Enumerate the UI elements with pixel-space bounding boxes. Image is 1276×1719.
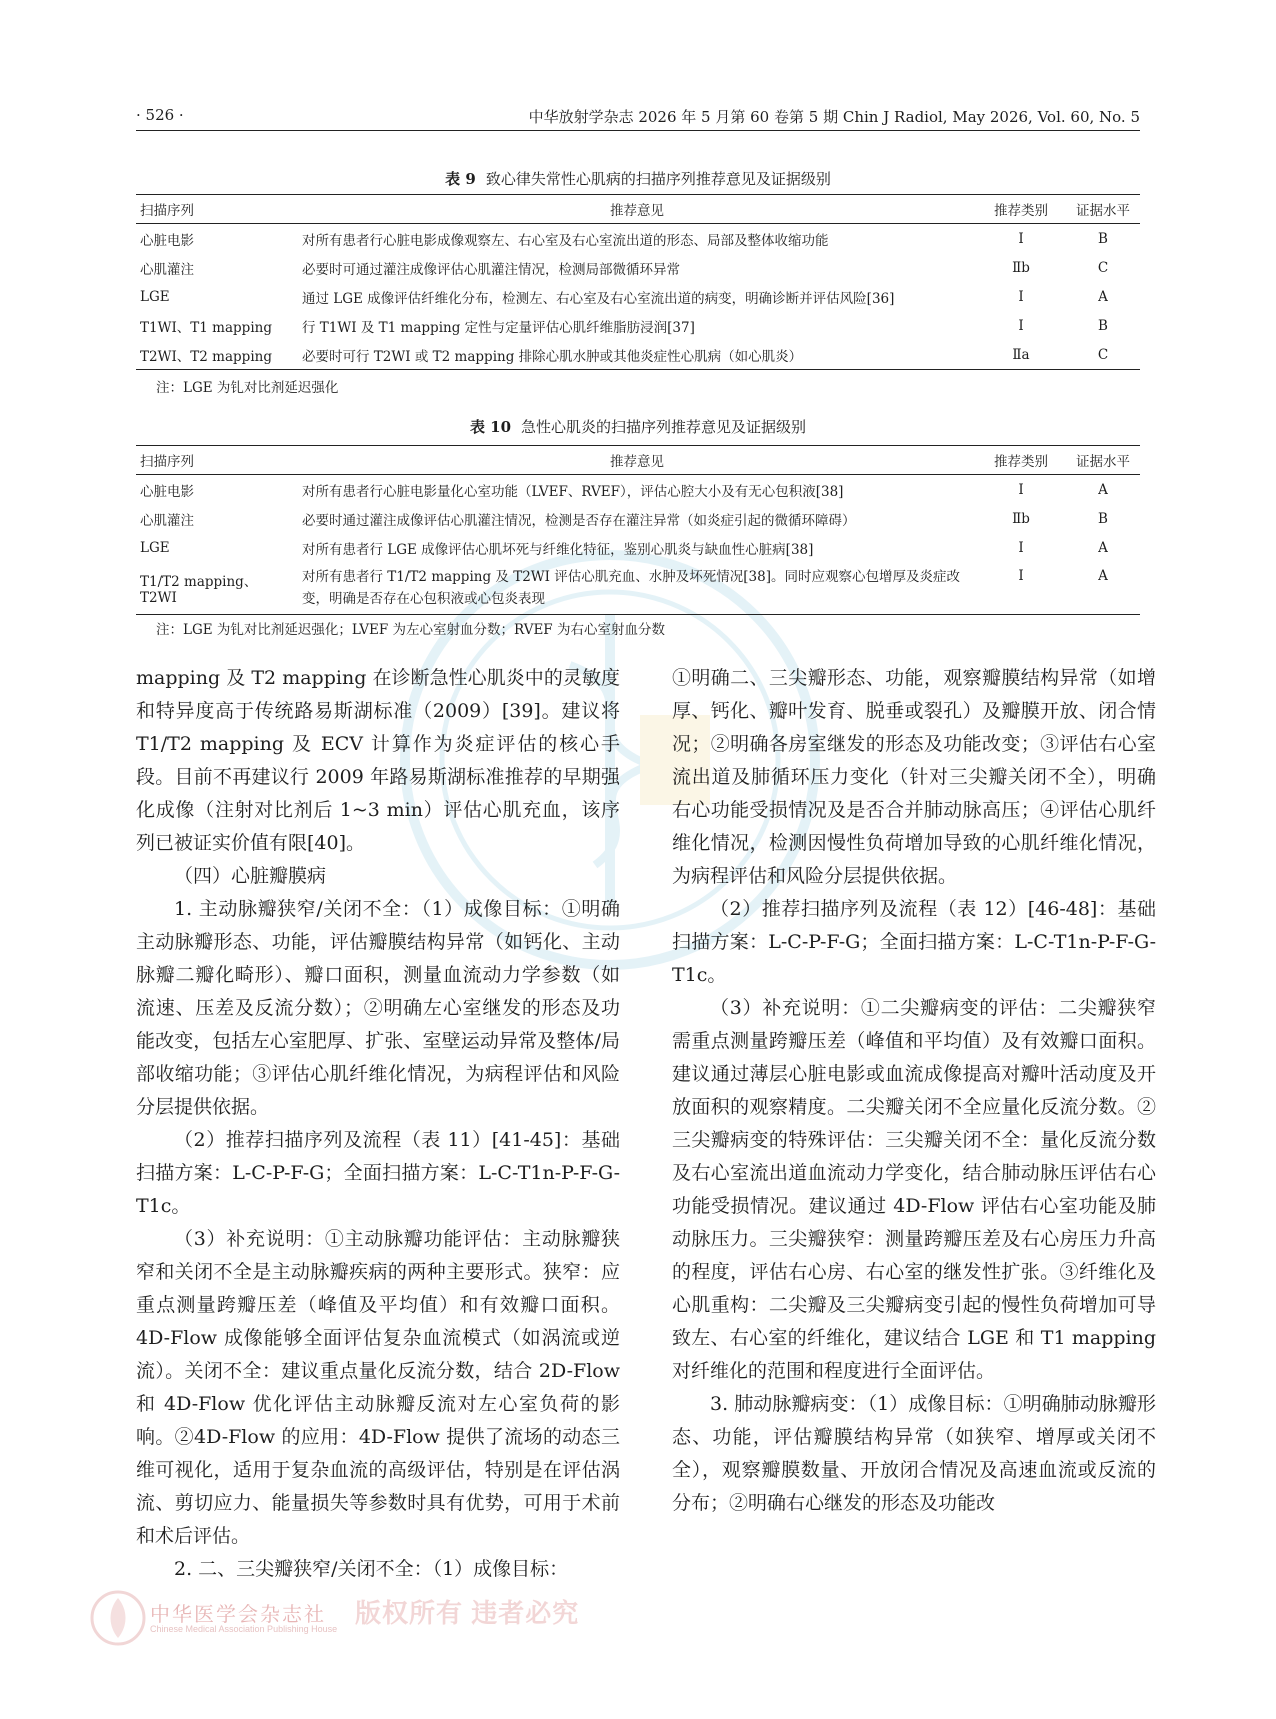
table-row bbox=[136, 253, 1140, 282]
cell-class: Ⅱb bbox=[1012, 510, 1030, 527]
cell-level: A bbox=[1098, 481, 1108, 498]
body-paragraph: mapping 及 T2 mapping 在诊断急性心肌炎中的灵敏度和特异度高于传统路易斯湖标准（2009）[39]。建议将 T1/T2 mapping 及 ECV 计算作为炎症评估的核心手段。目前不再建议行 2009 年路易斯湖标准推荐的早期强化成像（注射对比剂后 1~3 min）评估心肌充血，该序列已被证实价值有限[40]。 bbox=[136, 667, 620, 854]
table-row bbox=[136, 533, 1140, 562]
body-paragraph: （2）推荐扫描序列及流程（表 12）[46-48]：基础扫描方案：L-C-P-F-G；全面扫描方案：L-C-T1n-P-F-G-T1c。 bbox=[672, 898, 1156, 986]
cell-recommendation: 对所有患者行心脏电影成像观察左、右心室及右心室流出道的形态、局部及整体收缩功能 bbox=[302, 232, 829, 249]
cell-class: Ⅱa bbox=[976, 340, 1066, 370]
cell-level: A bbox=[1098, 539, 1108, 556]
cell-class: Ⅱb bbox=[1012, 259, 1030, 276]
body-paragraph: （3）补充说明：①主动脉瓣功能评估：主动脉瓣狭窄和关闭不全是主动脉瓣疾病的两种主要形式。狭窄：应重点测量跨瓣压差（峰值及平均值）和有效瓣口面积。4D-Flow 成像能够全面评估复杂血流模式（如涡流或逆流）。关闭不全：建议重点量化反流分数，结合 2D-Flow 和 4D-Flow 优化评估主动脉瓣反流对左心室负荷的影响。②4D-Flow 的应用：4D-Flow 提供了流场的动态三维可视化，适用于复杂血流的高级评估，特别是在评估涡流、剪切应力、能量损失等参数时具有优势，可用于术前和术后评估。 bbox=[136, 1228, 620, 1547]
table-row bbox=[136, 311, 1140, 340]
cell-recommendation: 通过 LGE 成像评估纤维化分布，检测左、右心室及右心室流出道的病变，明确诊断并评估风险[36] bbox=[302, 290, 895, 307]
cell-sequence: T2WI、T2 mapping bbox=[136, 340, 294, 370]
cell-level: C bbox=[1097, 259, 1109, 276]
table-row bbox=[136, 504, 1140, 533]
cell-level: A bbox=[1066, 562, 1140, 615]
cell-sequence: 心脏电影 bbox=[140, 232, 194, 249]
table-label: 表 10 bbox=[469, 418, 512, 436]
table-row bbox=[136, 224, 1140, 254]
col-header-recommendation: 推荐意见 bbox=[294, 446, 976, 475]
body-paragraph: 2. 二、三尖瓣狭窄/关闭不全：（1）成像目标： bbox=[174, 1558, 569, 1580]
table-row bbox=[136, 340, 1140, 370]
publisher-name-en: Chinese Medical Association Publishing House bbox=[150, 1624, 338, 1634]
body-paragraph: 3. 肺动脉瓣病变：（1）成像目标：①明确肺动脉瓣形态、功能，评估瓣膜结构异常（如狭窄、增厚或关闭不全），观察瓣膜数量、开放闭合情况及高速血流或反流的分布；②明确右心继发的形态及功能改 bbox=[672, 1393, 1156, 1514]
cell-sequence: T1/T2 mapping、T2WI bbox=[136, 562, 294, 615]
page-number: · 526 · bbox=[136, 106, 184, 124]
left-text-column bbox=[136, 662, 620, 1586]
col-header-class: 推荐类别 bbox=[976, 195, 1066, 224]
body-paragraph: ①明确二、三尖瓣形态、功能，观察瓣膜结构异常（如增厚、钙化、瓣叶发育、脱垂或裂孔）及瓣膜开放、闭合情况；②明确各房室继发的形态及功能改变；③评估右心室流出道及肺循环压力变化（针对三尖瓣关闭不全），明确右心功能受损情况及是否合并肺动脉高压；④评估心肌纤维化情况，检测因慢性负荷增加导致的心肌纤维化情况，为病程评估和风险分层提供依据。 bbox=[672, 667, 1156, 887]
cell-recommendation: 必要时通过灌注成像评估心肌灌注情况，检测是否存在灌注异常（如炎症引起的微循环障碍） bbox=[302, 512, 856, 529]
cell-level: C bbox=[1066, 340, 1140, 370]
cell-sequence: T1WI、T1 mapping bbox=[140, 319, 272, 336]
cell-recommendation: 对所有患者行心脏电影量化心室功能（LVEF、RVEF），评估心腔大小及有无心包积液[38] bbox=[302, 483, 844, 500]
body-paragraph: （2）推荐扫描序列及流程（表 11）[41-45]：基础扫描方案：L-C-P-F-G；全面扫描方案：L-C-T1n-P-F-G-T1c。 bbox=[136, 1129, 620, 1217]
cell-level: B bbox=[1098, 317, 1108, 334]
cell-level: A bbox=[1098, 288, 1108, 305]
table-9 bbox=[136, 194, 1140, 370]
col-header-recommendation: 推荐意见 bbox=[294, 195, 976, 224]
cell-sequence: 心脏电影 bbox=[140, 483, 194, 500]
table-title: 致心律失常性心肌病的扫描序列推荐意见及证据级别 bbox=[485, 170, 831, 188]
cell-sequence: LGE bbox=[140, 288, 170, 305]
cell-sequence: 心肌灌注 bbox=[140, 261, 194, 278]
cell-class: Ⅰ bbox=[1018, 230, 1024, 247]
table-9-note: 注：LGE 为钆对比剂延迟强化 bbox=[156, 380, 339, 396]
col-header-level: 证据水平 bbox=[1066, 446, 1140, 475]
publisher-logo-icon bbox=[88, 1588, 148, 1648]
body-paragraph: 1. 主动脉瓣狭窄/关闭不全：（1）成像目标：①明确主动脉瓣形态、功能，评估瓣膜结构异常（如钙化、主动脉瓣二瓣化畸形）、瓣口面积，测量血流动力学参数（如流速、压差及反流分数）；②明确左心室继发的形态及功能改变，包括左心室肥厚、扩张、室壁运动异常及整体/局部收缩功能；③评估心肌纤维化情况，为病程评估和风险分层提供依据。 bbox=[136, 898, 620, 1118]
col-header-sequence: 扫描序列 bbox=[136, 446, 294, 475]
journal-citation: 中华放射学杂志 2026 年 5 月第 60 卷第 5 期 Chin J Radiol, May 2026, Vol. 60, No. 5 bbox=[528, 108, 1140, 126]
cell-recommendation: 必要时可行 T2WI 或 T2 mapping 排除心肌水肿或其他炎症性心肌病（如心肌炎） bbox=[294, 340, 976, 370]
table-10 bbox=[136, 445, 1140, 615]
right-text-column bbox=[672, 662, 1156, 1520]
table-10-note: 注：LGE 为钆对比剂延迟强化；LVEF 为左心室射血分数；RVEF 为右心室射血分数 bbox=[156, 622, 665, 638]
copyright-stamp: 版权所有 违者必究 bbox=[355, 1598, 580, 1628]
cell-class: Ⅰ bbox=[1018, 317, 1024, 334]
publisher-name: 中华医学会杂志社 bbox=[150, 1604, 326, 1626]
cell-class: Ⅰ bbox=[976, 562, 1066, 615]
cell-level: B bbox=[1098, 230, 1108, 247]
cell-recommendation: 必要时可通过灌注成像评估心肌灌注情况，检测局部微循环异常 bbox=[302, 261, 680, 278]
table-10-caption bbox=[136, 416, 1140, 437]
table-row bbox=[136, 475, 1140, 505]
table-header-row bbox=[136, 446, 1140, 475]
cell-class: Ⅰ bbox=[1018, 481, 1024, 498]
cell-class: Ⅰ bbox=[1018, 288, 1024, 305]
cell-recommendation: 行 T1WI 及 T1 mapping 定性与定量评估心肌纤维脂肪浸润[37] bbox=[302, 319, 695, 336]
col-header-level: 证据水平 bbox=[1066, 195, 1140, 224]
table-row bbox=[136, 562, 1140, 615]
table-label: 表 9 bbox=[445, 170, 476, 188]
cell-level: B bbox=[1098, 510, 1108, 527]
cell-class: Ⅰ bbox=[1018, 539, 1024, 556]
cell-recommendation: 对所有患者行 LGE 成像评估心肌坏死与纤维化特征，鉴别心肌炎与缺血性心脏病[38] bbox=[302, 541, 814, 558]
body-paragraph: （3）补充说明：①二尖瓣病变的评估：二尖瓣狭窄需重点测量跨瓣压差（峰值和平均值）及有效瓣口面积。建议通过薄层心脏电影或血流成像提高对瓣叶活动度及开放面积的观察精度。二尖瓣关闭不全应量化反流分数。②三尖瓣病变的特殊评估：三尖瓣关闭不全：量化反流分数及右心室流出道血流动力学变化，结合肺动脉压评估右心功能受损情况。建议通过 4D-Flow 评估右心室功能及肺动脉压力。三尖瓣狭窄：测量跨瓣压差及右心房压力升高的程度，评估右心房、右心室的继发性扩张。③纤维化及心肌重构：二尖瓣及三尖瓣病变引起的慢性负荷增加可导致左、右心室的纤维化，建议结合 LGE 和 T1 mapping 对纤维化的范围和程度进行全面评估。 bbox=[672, 997, 1156, 1382]
running-header bbox=[136, 104, 1140, 131]
table-title: 急性心肌炎的扫描序列推荐意见及证据级别 bbox=[521, 418, 807, 436]
table-header-row bbox=[136, 195, 1140, 224]
section-heading: （四）心脏瓣膜病 bbox=[174, 865, 327, 887]
cell-sequence: 心肌灌注 bbox=[140, 512, 194, 529]
col-header-sequence: 扫描序列 bbox=[136, 195, 294, 224]
table-row bbox=[136, 282, 1140, 311]
cell-sequence: LGE bbox=[140, 539, 170, 556]
col-header-class: 推荐类别 bbox=[976, 446, 1066, 475]
cell-recommendation: 对所有患者行 T1/T2 mapping 及 T2WI 评估心肌充血、水肿及坏死情况[38]。同时应观察心包增厚及炎症改变，明确是否存在心包积液或心包炎表现 bbox=[294, 562, 976, 615]
table-9-caption bbox=[136, 168, 1140, 189]
